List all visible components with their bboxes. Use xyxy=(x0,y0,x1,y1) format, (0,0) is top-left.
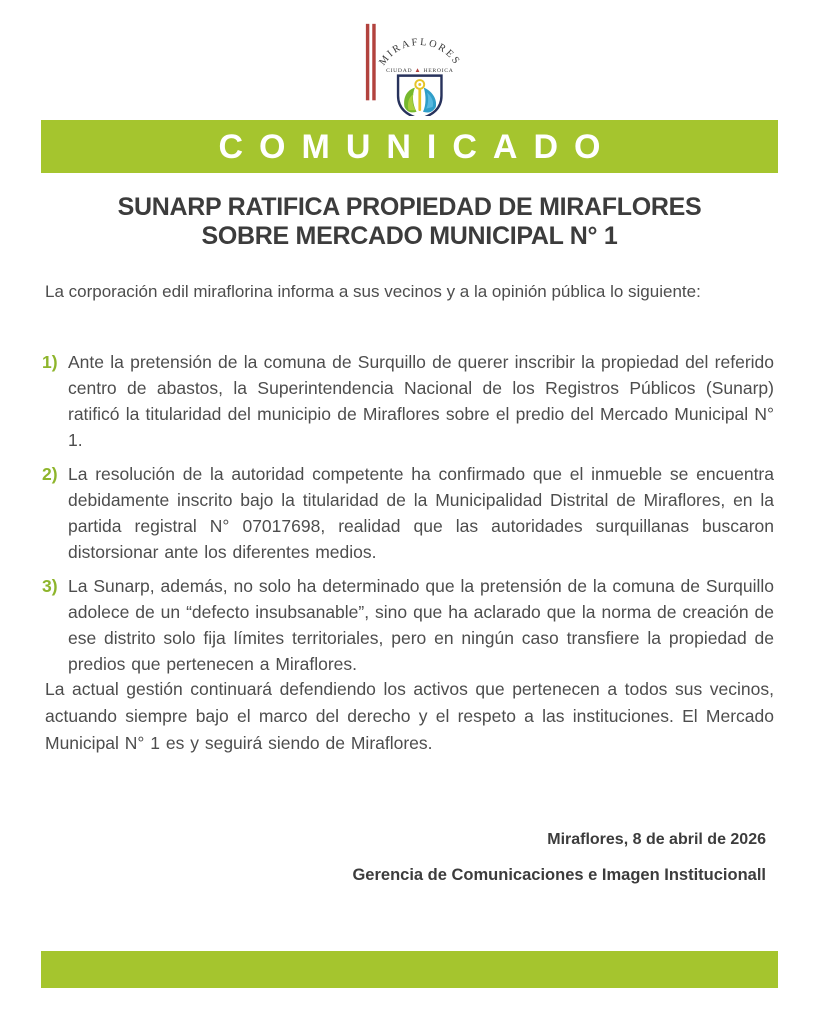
list-item xyxy=(42,573,774,677)
logo-stripes xyxy=(365,24,375,100)
list-item xyxy=(42,461,774,565)
point-number: 3) xyxy=(42,576,58,596)
page-title xyxy=(0,193,819,251)
point-number: 1) xyxy=(42,352,58,372)
title-line-2: SOBRE MERCADO MUNICIPAL N° 1 xyxy=(201,222,618,250)
signature-block xyxy=(352,831,766,885)
point-text: La resolución de la autoridad competente ha confirmado que el inmueble se encuentra debidamente inscrito bajo la titularidad de la Municipalidad Distrital de Miraflores, en la partida registral N° 07017698, realidad que las autoridades surquillanas buscaron distorsionar ante los diferentes medios. xyxy=(68,464,774,562)
closing-paragraph: La actual gestión continuará defendiendo los activos que pertenecen a todos sus vecinos, actuando siempre bajo el marco del derecho y el respeto a las instituciones. El Mercado Municipal N° 1 es y seguirá siendo de Miraflores. xyxy=(45,679,774,753)
logo-shield xyxy=(398,76,441,116)
point-text: La Sunarp, además, no solo ha determinado que la pretensión de la comuna de Surquillo adolece de un “defecto insubsanable”, sino que ha aclarado que la norma de creación de ese distrito solo fija límites territoriales, pero en ningún caso transfiere la propiedad de predios que pertenecen a Miraflores. xyxy=(68,576,774,674)
municipal-logo xyxy=(351,16,469,121)
intro-paragraph: La corporación edil miraflorina informa a sus vecinos y a la opinión pública lo siguiente: xyxy=(45,282,701,301)
footer-accent-bar xyxy=(41,951,778,988)
office-line: Gerencia de Comunicaciones e Imagen Institucionall xyxy=(352,866,766,884)
logo-subtitle: CIUDAD ▲ HEROICA xyxy=(385,66,454,74)
comunicado-banner xyxy=(41,120,778,173)
points-list xyxy=(42,349,774,677)
title-line-1: SUNARP RATIFICA PROPIEDAD DE MIRAFLORES xyxy=(117,193,702,221)
date-line: Miraflores, 8 de abril de 2026 xyxy=(547,831,766,848)
logo-graphic xyxy=(351,16,469,116)
logo-arc-text: MIRAFLORES xyxy=(376,36,462,68)
point-number: 2) xyxy=(42,464,58,484)
list-item xyxy=(42,349,774,453)
banner-label: COMUNICADO xyxy=(218,127,617,166)
point-text: Ante la pretensión de la comuna de Surquillo de querer inscribir la propiedad del referido centro de abastos, la Superintendencia Nacional de los Registros Públicos (Sunarp) ratificó la titularidad del municipio de Miraflores sobre el predio del Mercado Municipal N° 1. xyxy=(68,352,774,450)
logo-mountain-icon: ▲ xyxy=(413,66,421,74)
